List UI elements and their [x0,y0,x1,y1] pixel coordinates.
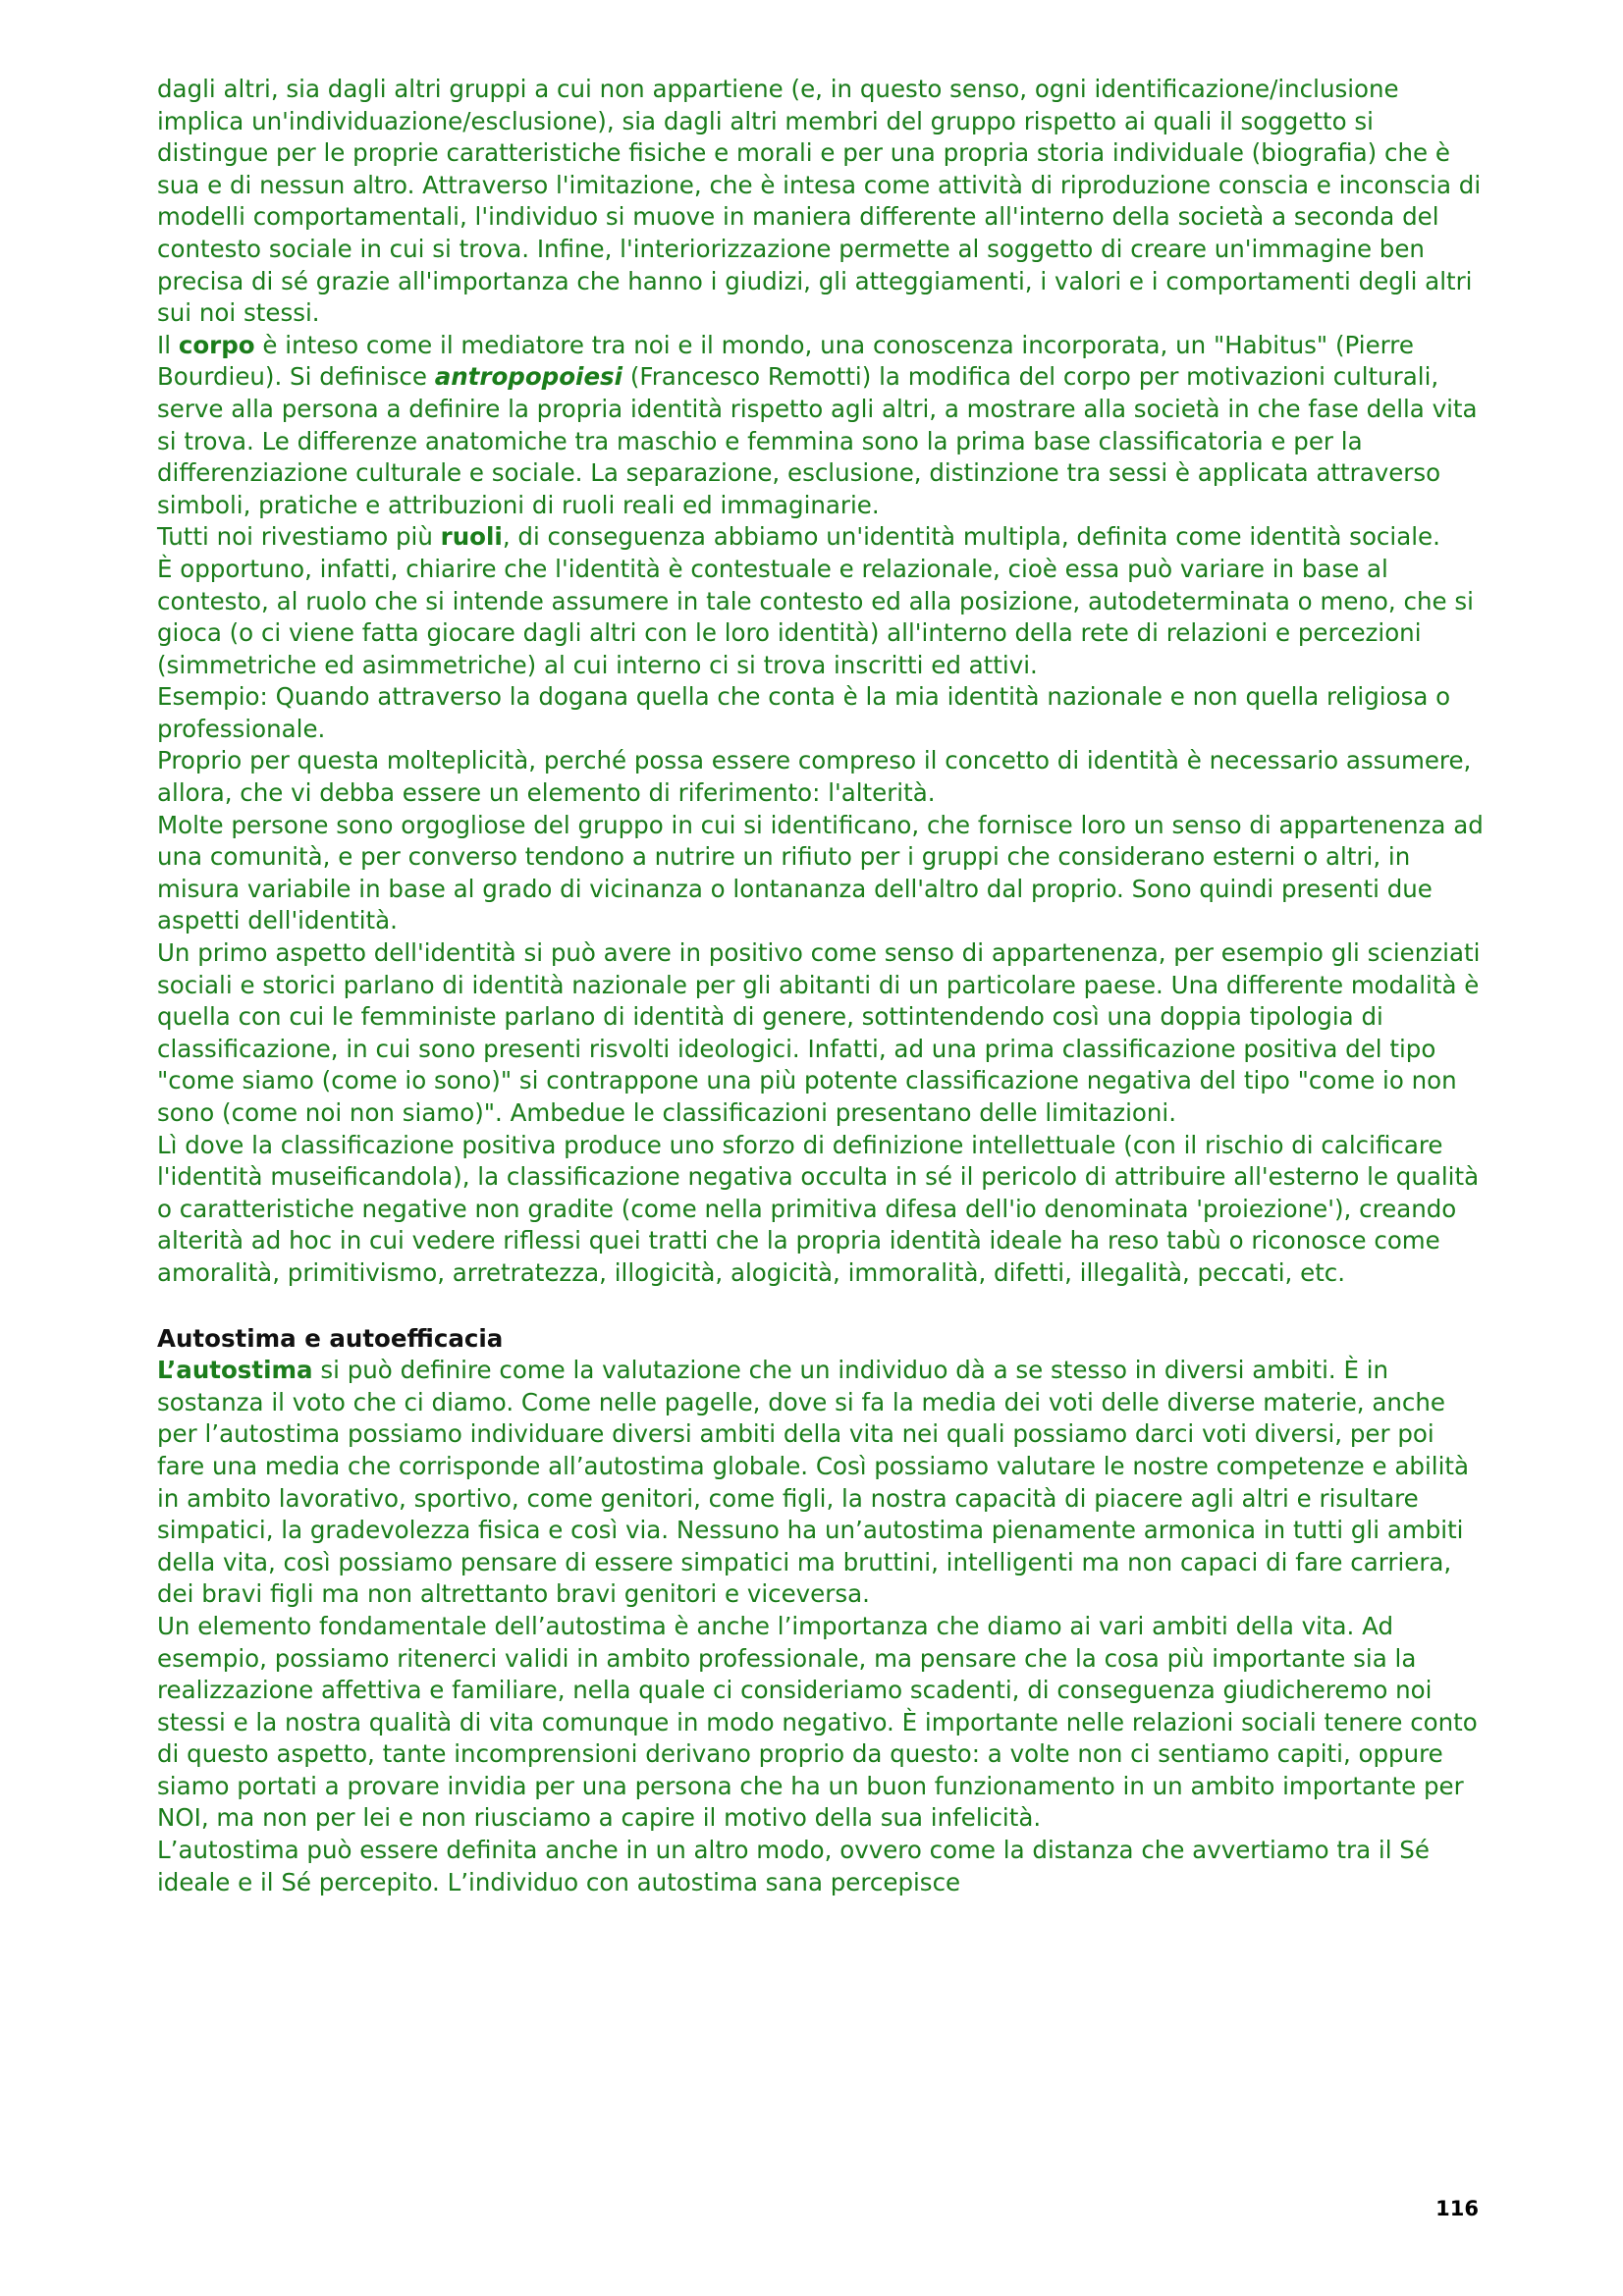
paragraph-self-esteem-definition: L’autostima si può definire come la valutazione che un individuo dà a se stesso in diversi ambiti. È in sostanza il voto che ci diamo. Come nelle pagelle, dove si fa la media dei voti delle diverse materie, anche per l’autostima possiamo individuare diversi ambiti della vita nei quali possiamo darci voti diversi, per poi fare una media che corrisponde all’autostima globale. Così possiamo valutare le nostre competenze e abilità in ambito lavorativo, sportivo, come genitori, come figli, la nostra capacità di piacere agli altri e risultare simpatici, la gradevolezza fisica e così via. Nessuno ha un’autostima pienamente armonica in tutti gli ambiti della vita, così possiamo pensare di essere simpatici ma bruttini, intelligenti ma non capaci di fare carriera, dei bravi figli ma non altrettanto bravi genitori e viceversa. [157,1356,1469,1609]
paragraph-self-esteem-distance: L’autostima può essere definita anche in un altro modo, ovvero come la distanza che avvertiamo tra il Sé ideale e il Sé percepito. L’individuo con autostima sana percepisce [157,1836,1430,1896]
section-heading: Autostima e autoefficacia [157,1323,504,1353]
paragraph-group-pride: Molte persone sono orgogliose del gruppo in cui si identificano, che fornisce loro un senso di appartenenza ad una comunità, e per converso tendono a nutrire un rifiuto per i gruppi che considerano esterni o altri, in misura variabile in base al grado di vicinanza o lontananza dell'altro dal proprio. Sono quindi presenti due aspetti dell'identità. [157,810,1484,935]
paragraph-self-esteem-importance: Un elemento fondamentale dell’autostima è anche l’importanza che diamo ai vari ambiti della vita. Ad esempio, possiamo ritenerci validi in ambito professionale, ma pensare che la cosa più importante sia la realizzazione affettiva e familiare, nella quale ci consideriamo scadenti, di conseguenza giudicheremo noi stessi e la nostra qualità di vita comunque in modo negativo. È importante nelle relazioni sociali tenere conto di questo aspetto, tante incomprensioni derivano proprio da questo: a volte non ci sentiamo capiti, oppure siamo portati a provare invidia per una persona che ha un buon funzionamento in un ambito importante per NOI, ma non per lei e non riusciamo a capire il motivo della sua infelicità. [157,1611,1478,1833]
term-ruoli: ruoli [440,522,503,552]
paragraph-contextual-identity: È opportuno, infatti, chiarire che l'identità è contestuale e relazionale, cioè essa può variare in base al contesto, al ruolo che si intende assumere in tale contesto ed alla posizione, autodeterminata o meno, che si gioca (o ci viene fatta giocare dagli altri con le loro identità) all'interno della rete di relazioni e percezioni (simmetriche ed asimmetriche) al cui interno ci si trova inscritti ed attivi. [157,554,1474,679]
paragraph-roles: Tutti noi rivestiamo più ruoli, di conseguenza abbiamo un'identità multipla, definita come identità sociale. [157,522,1440,552]
paragraph-body: Il corpo è inteso come il mediatore tra noi e il mondo, una conoscenza incorporata, un "Habitus" (Pierre Bourdieu). Si definisce antropopoiesi (Francesco Remotti) la modifica del corpo per motivazioni culturali, serve alla persona a definire la propria identità rispetto agli altri, a mostrare alla società in che fase della vita si trova. Le differenze anatomiche tra maschio e femmina sono la prima base classificatoria e per la differenziazione culturale e sociale. La separazione, esclusione, distinzione tra sessi è applicata attraverso simboli, pratiche e attribuzioni di ruoli reali ed immaginarie. [157,330,1478,519]
paragraph-example: Esempio: Quando attraverso la dogana quella che conta è la mia identità nazionale e non quella religiosa o professionale. [157,682,1451,743]
term-autostima: L’autostima [157,1356,313,1385]
section-spacer [157,1290,1486,1323]
paragraph-negative-classification: Lì dove la classificazione positiva produce uno sforzo di definizione intellettuale (con il rischio di calcificare l'identità museificandola), la classificazione negativa occulta in sé il pericolo di attribuire all'esterno le qualità o caratteristiche negative non gradite (come nella primitiva difesa dell'io denominata 'proiezione'), creando alterità ad hoc in cui vedere riflessi quei tratti che la propria identità ideale ha reso tabù o riconosce come amoralità, primitivismo, arretratezza, illogicità, alogicità, immoralità, difetti, illegalità, peccati, etc. [157,1130,1480,1287]
paragraph-positive-identity: Un primo aspetto dell'identità si può avere in positivo come senso di appartenenza, per esempio gli scienziati sociali e storici parlano di identità nazionale per gli abitanti di un particolare paese. Una differente modalità è quella con cui le femministe parlano di identità di genere, sottintendendo così una doppia tipologia di classificazione, in cui sono presenti risvolti ideologici. Infatti, ad una prima classificazione positiva del tipo "come siamo (come io sono)" si contrappone una più potente classificazione negativa del tipo "come io non sono (come noi non siamo)". Ambedue le classificazioni presentano delle limitazioni. [157,938,1481,1127]
document-body [157,74,1486,1898]
page-number: 116 [1435,2197,1479,2220]
term-corpo: corpo [178,330,255,359]
paragraph-alterity: Proprio per questa molteplicità, perché possa essere compreso il concetto di identità è necessario assumere, allora, che vi debba essere un elemento di riferimento: l'alterità. [157,746,1472,808]
term-antropopoiesi: antropopoiesi [434,362,623,392]
paragraph-identity-intro: dagli altri, sia dagli altri gruppi a cui non appartiene (e, in questo senso, ogni identificazione/inclusione implica un'individuazione/esclusione), sia dagli altri membri del gruppo rispetto ai quali il soggetto si distingue per le proprie caratteristiche fisiche e morali e per una propria storia individuale (biografia) che è sua e di nessun altro. Attraverso l'imitazione, che è intesa come attività di riproduzione conscia e inconscia di modelli comportamentali, l'individuo si muove in maniera differente all'interno della società a seconda del contesto sociale in cui si trova. Infine, l'interiorizzazione permette al soggetto di creare un'immagine ben precisa di sé grazie all'importanza che hanno i giudizi, gli atteggiamenti, i valori e i comportamenti degli altri sui noi stessi. [157,75,1482,328]
